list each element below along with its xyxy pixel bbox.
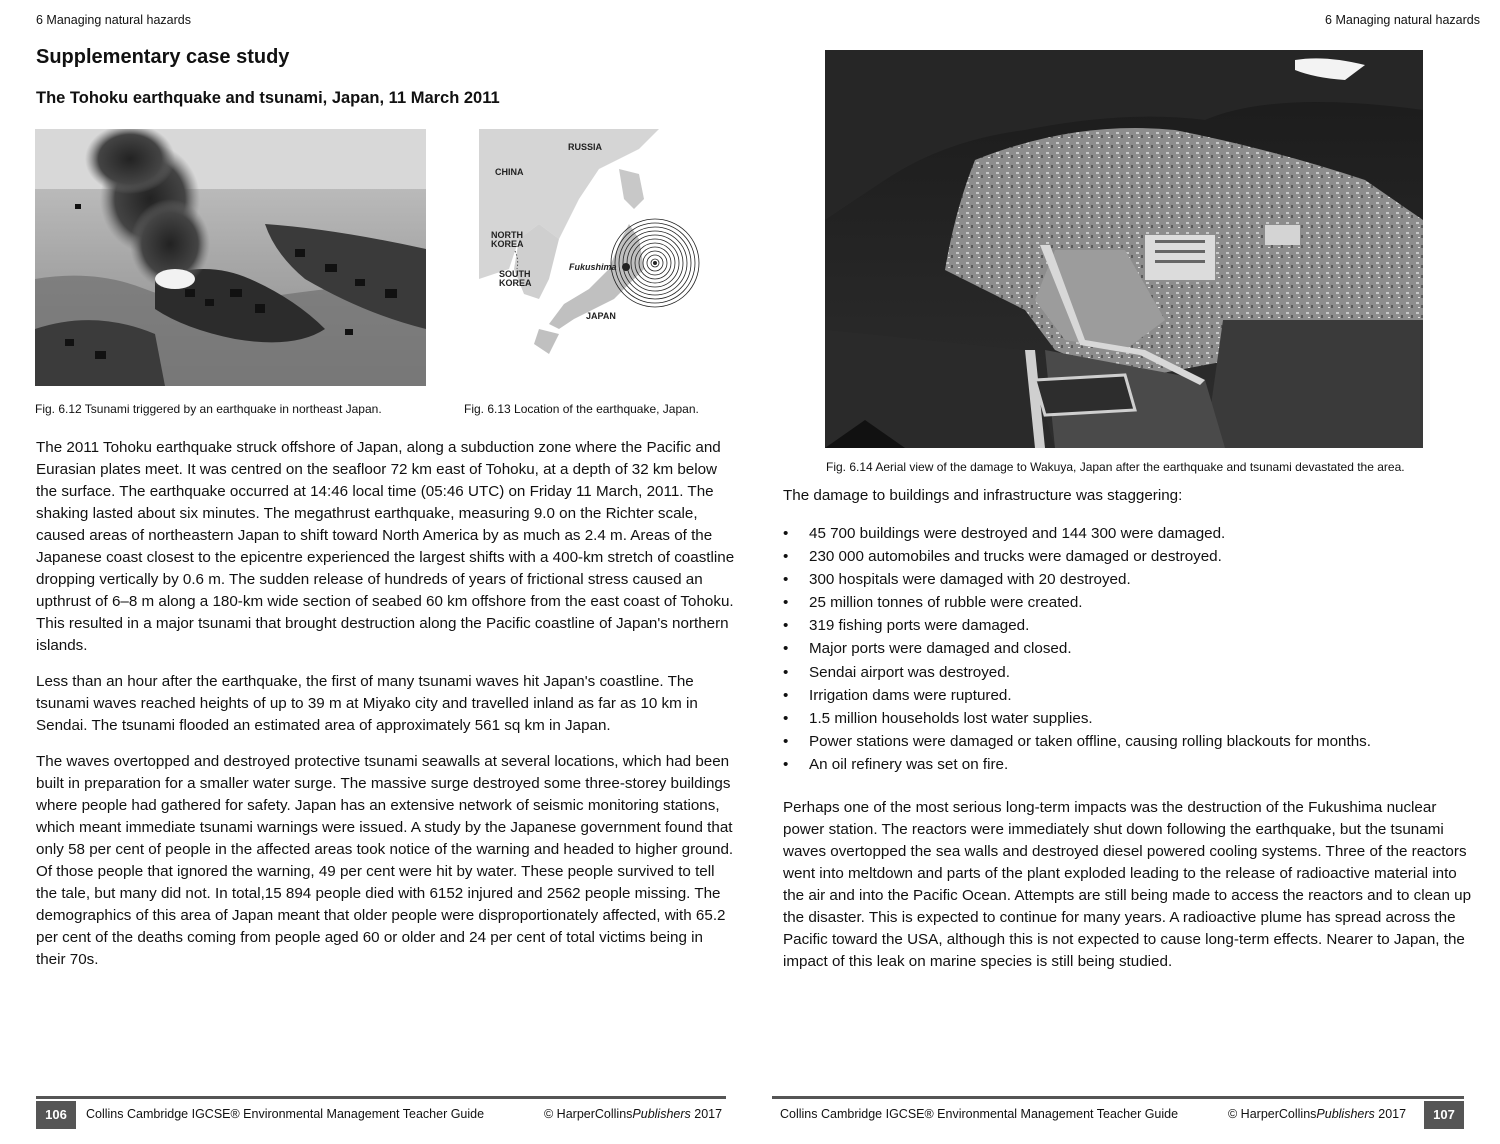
list-item: • Major ports were damaged and closed. [783,637,1371,660]
aerial-damage-photo [825,50,1423,448]
map-label-fukushima: Fukushima [569,262,617,272]
list-item: • 319 fishing ports were damaged. [783,614,1371,637]
page-subheading: The Tohoku earthquake and tsunami, Japan, 11 March 2011 [36,89,500,107]
footer-copyright-right: © HarperCollinsPublishers 2017 [1228,1107,1407,1121]
right-page [750,0,1500,1144]
damage-intro: The damage to buildings and infrastructure was staggering: [783,487,1183,504]
location-map [479,129,704,386]
list-item: • 25 million tonnes of rubble were created. [783,591,1371,614]
running-head-right: 6 Managing natural hazards [1325,13,1480,27]
list-item: • Irrigation dams were ruptured. [783,684,1371,707]
page-number-left: 106 [36,1101,76,1129]
page-number-right: 107 [1424,1101,1464,1129]
paragraph: The 2011 Tohoku earthquake struck offshore of Japan, along a subduction zone where the Pacific and Eurasian plates meet. It was centred on the seafloor 72 km east of Tohoku, at a depth of 32 km below the surface. The earthquake occurred at 14:46 local time (05:46 UTC) on Friday 11 March, 2011. The shaking lasted about six minutes. The megathrust earthquake, measuring 9.0 on the Richter scale, caused areas of northeastern Japan to shift toward North America by as much as 2.4 m. Areas of the Japanese coast closest to the epicentre experienced the largest shifts with a 400-km stretch of coastline dropping vertically by 0.6 m. The sudden release of hundreds of years of frictional stress caused an upthrust of 6–8 m along a 180-km wide section of seabed 60 km offshore from the east coast of Tohoku. This resulted in a major tsunami that brought destruction along the Pacific coastline of Japan's northern islands. [36,439,735,654]
footer-copyright-left: © HarperCollinsPublishers 2017 [544,1107,723,1121]
footer-left [36,1101,726,1131]
paragraph: The waves overtopped and destroyed protective tsunami seawalls at several locations, which had been built in preparation for a smaller water surge. The massive surge destroyed some three-storey buildings where people had gathered for safety. Japan has an extensive network of seismic monitoring stations, which meant immediate tsunami warnings were issued. A study by the Japanese government found that only 58 per cent of people in the affected areas took notice of the warning and headed to higher ground. Of those people that ignored the warning, 49 per cent were hit by water. These people survived to tell the tale, but many did not. In total,15 894 people died with 6152 injured and 2562 people missing. The demographics of this area of Japan meant that older people were disproportionately affected, with 65.2 per cent of the deaths coming from people aged 60 or older and 24 per cent of total victims being in their 70s. [36,753,734,968]
map-label-south-korea-2: KOREA [499,278,532,288]
map-label-south-korea-1: SOUTH [499,269,531,279]
list-item: • 1.5 million households lost water supplies. [783,707,1371,730]
list-item: • Sendai airport was destroyed. [783,661,1371,684]
fig-6-14-caption: Fig. 6.14 Aerial view of the damage to Wakuya, Japan after the earthquake and tsunami devastated the area. [826,460,1405,474]
map-label-china: CHINA [495,167,524,177]
fukushima-paragraph: Perhaps one of the most serious long-term impacts was the destruction of the Fukushima nuclear power station. The reactors were immediately shut down following the earthquake, but the tsunami waves overtopped the sea walls and destroyed diesel powered cooling systems. Three of the reactors went into meltdown and parts of the plant exploded leading to the release of radioactive material into the air and into the Pacific Ocean. Attempts are still being made to access the reactors and to clean up the disaster. This is expected to continue for many years. A radioactive plume has spread across the Pacific toward the USA, although this is not expected to cause long-term effects. Nearer to Japan, the impact of this leak on marine species is still being studied. [783,799,1472,970]
footer-title-right: Collins Cambridge IGCSE® Environmental Management Teacher Guide [780,1107,1179,1121]
page-heading: Supplementary case study [36,46,290,68]
map-label-north-korea-1: NORTH [491,230,523,240]
map-label-russia: RUSSIA [568,142,603,152]
map-label-north-korea-2: KOREA [491,239,524,249]
list-item: • Power stations were damaged or taken offline, causing rolling blackouts for months. [783,730,1371,753]
list-item: • 230 000 automobiles and trucks were damaged or destroyed. [783,545,1371,568]
left-body-text [36,437,736,985]
running-head-left: 6 Managing natural hazards [36,13,191,27]
paragraph: Less than an hour after the earthquake, the first of many tsunami waves hit Japan's coastline. The tsunami waves reached heights of up to 39 m at Miyako city and travelled inland as far as 10 km in Sendai. The tsunami flooded an estimated area of approximately 561 sq km in Japan. [36,673,698,734]
map-label-japan: JAPAN [586,311,616,321]
list-item: • An oil refinery was set on fire. [783,753,1371,776]
fig-6-13-caption: Fig. 6.13 Location of the earthquake, Japan. [464,402,699,416]
list-item: • 45 700 buildings were destroyed and 144 300 were damaged. [783,522,1371,545]
footer-title-left: Collins Cambridge IGCSE® Environmental Management Teacher Guide [86,1107,485,1121]
damage-list [783,522,1371,776]
fig-6-12-caption: Fig. 6.12 Tsunami triggered by an earthquake in northeast Japan. [35,402,382,416]
list-item: • 300 hospitals were damaged with 20 destroyed. [783,568,1371,591]
tsunami-photo [35,129,426,386]
footer-rule-right [772,1096,1464,1099]
footer-right [772,1101,1464,1131]
footer-rule-left [36,1096,726,1099]
